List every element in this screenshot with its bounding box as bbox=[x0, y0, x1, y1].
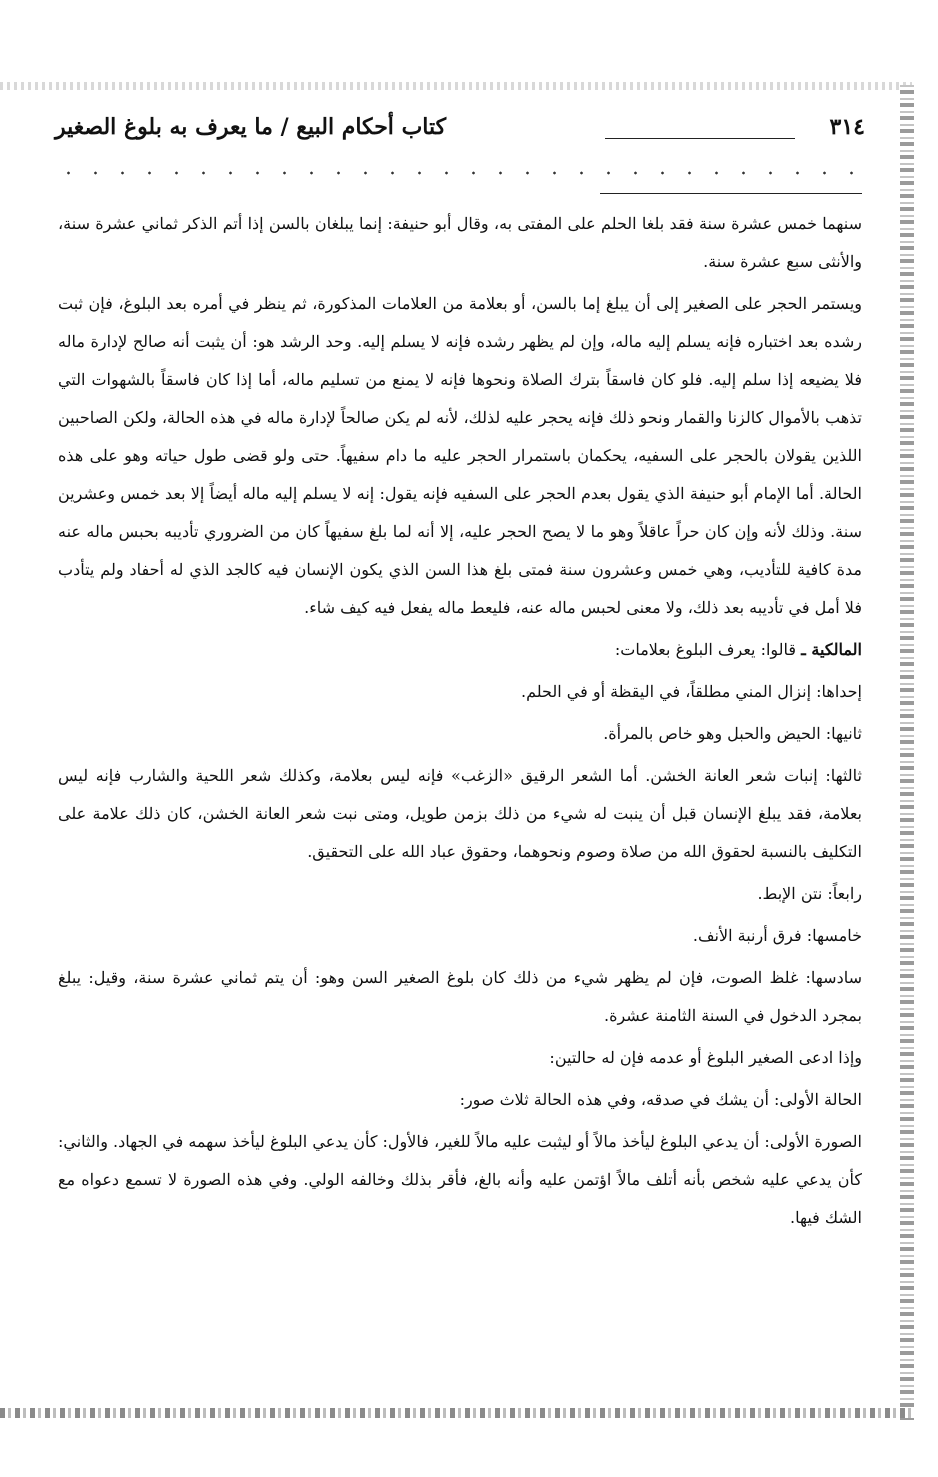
page-border-bottom bbox=[0, 1408, 914, 1418]
paragraph: وإذا ادعى الصغير البلوغ أو عدمه فإن له حالتين: bbox=[549, 1048, 862, 1067]
footnote-rule bbox=[600, 193, 862, 194]
header-dotted-rule bbox=[55, 170, 865, 176]
list-item: ثانيها: الحيض والحبل وهو خاص بالمرأة. bbox=[603, 724, 862, 743]
paragraph: الصورة الأولى: أن يدعي البلوغ ليأخذ مالاً أو ليثبت عليه مالاً للغير، فالأول: كأن يدعي البلوغ ليأخذ سهمه في الجهاد. والثاني: كأن يدعي عليه شخص بأنه أتلف مالاً اؤتمن عليه وأنه بالغ، فأقر بذلك وخالفه الولي. وفي هذه الصورة لا تسمع دعواه مع الشك فيها. bbox=[58, 1132, 863, 1227]
running-title: كتاب أحكام البيع / ما يعرف به بلوغ الصغير bbox=[55, 114, 447, 140]
list-item: إحداها: إنزال المني مطلقاً، في اليقظة أو في الحلم. bbox=[521, 682, 862, 701]
paragraph: ويستمر الحجر على الصغير إلى أن يبلغ إما بالسن، أو بعلامة من العلامات المذكورة، ثم ينظر في أمره بعد البلوغ، فإن ثبت رشده بعد اختباره فإنه يسلم إليه ماله، وإن لم يظهر رشده فإنه لا يسلم إليه. وحد الرشد هو: أن يثبت أنه صالح لإدارة ماله فلا يضيعه إذا سلم إليه. فلو كان فاسقاً بترك الصلاة ونحوها فإنه لا يمنع من تسليم ماله، أما إذا كان فاسقاً بالشهوات التي تذهب بالأموال كالزنا والقمار ونحو ذلك فإنه يحجر عليه لذلك، لأنه لم يكن صالحاً لإدارة ماله في هذه الحالة، ولكن الصاحبين اللذين يقولان بالحجر على السفيه، يحكمان باستمرار الحجر عليه ما دام سفيهاً. حتى ولو قضى طول حياته وهو على هذه الحالة. أما الإمام أبو حنيفة الذي يقول بعدم الحجر على السفيه فإنه يقول: إنه لا يسلم إليه ماله أيضاً إلا بعد خمس وعشرين سنة. وذلك لأنه وإن كان حراً عاقلاً وهو ما لا يصح الحجر عليه، إلا أنه لما بلغ سفيهاً كان من الضروري تأديبه بحبس ماله عنه مدة كافية للتأديب، وهي خمس وعشرون سنة فمتى بلغ هذا السن الذي يكون الإنسان فيه كالجد الذي له أحفاد ولم يتأدب فلا أمل في تأديبه بعد ذلك، ولا معنى لحبس ماله عنه، فليعط ماله يفعل فيه كيف شاء. bbox=[58, 294, 863, 617]
list-item: خامسها: فرق أرنبة الأنف. bbox=[692, 926, 862, 945]
body-text bbox=[58, 205, 862, 1241]
maliki-label: المالكية ـ bbox=[801, 640, 862, 659]
list-item: ثالثها: إنبات شعر العانة الخشن. أما الشعر الرقيق «الزغب» فإنه ليس بعلامة، وكذلك شعر اللحية والشارب فإنه ليس بعلامة، فقد يبلغ الإنسان قبل أن ينبت له شيء من ذلك بزمن طويل، ومتى نبت شعر العانة الخشن، كان ذلك علامة على التكليف بالنسبة لحقوق الله من صلاة وصوم ونحوهما، وحقوق عباد الله على التحقيق. bbox=[58, 766, 862, 861]
maliki-intro: قالوا: يعرف البلوغ بعلامات: bbox=[614, 640, 797, 659]
maliki-heading bbox=[58, 631, 862, 669]
page-header bbox=[55, 110, 865, 150]
page-border-top bbox=[0, 82, 912, 90]
page-border-right bbox=[900, 85, 914, 1420]
list-item: رابعاً: نتن الإبط. bbox=[757, 884, 862, 903]
header-rule bbox=[605, 138, 795, 139]
paragraph: سنهما خمس عشرة سنة فقد بلغا الحلم على المفتى به، وقال أبو حنيفة: إنما يبلغان بالسن إذا أتم الذكر ثماني عشرة سنة، والأنثى سبع عشرة سنة. bbox=[58, 214, 862, 271]
list-item: سادسها: غلظ الصوت، فإن لم يظهر شيء من ذلك كان بلوغ الصغير السن وهو: أن يتم ثماني عشرة سنة، وقيل: يبلغ بمجرد الدخول في السنة الثامنة عشرة. bbox=[58, 968, 862, 1025]
page-number: ٣١٤ bbox=[829, 114, 865, 140]
paragraph: الحالة الأولى: أن يشك في صدقه، وفي هذه الحالة ثلاث صور: bbox=[459, 1090, 862, 1109]
